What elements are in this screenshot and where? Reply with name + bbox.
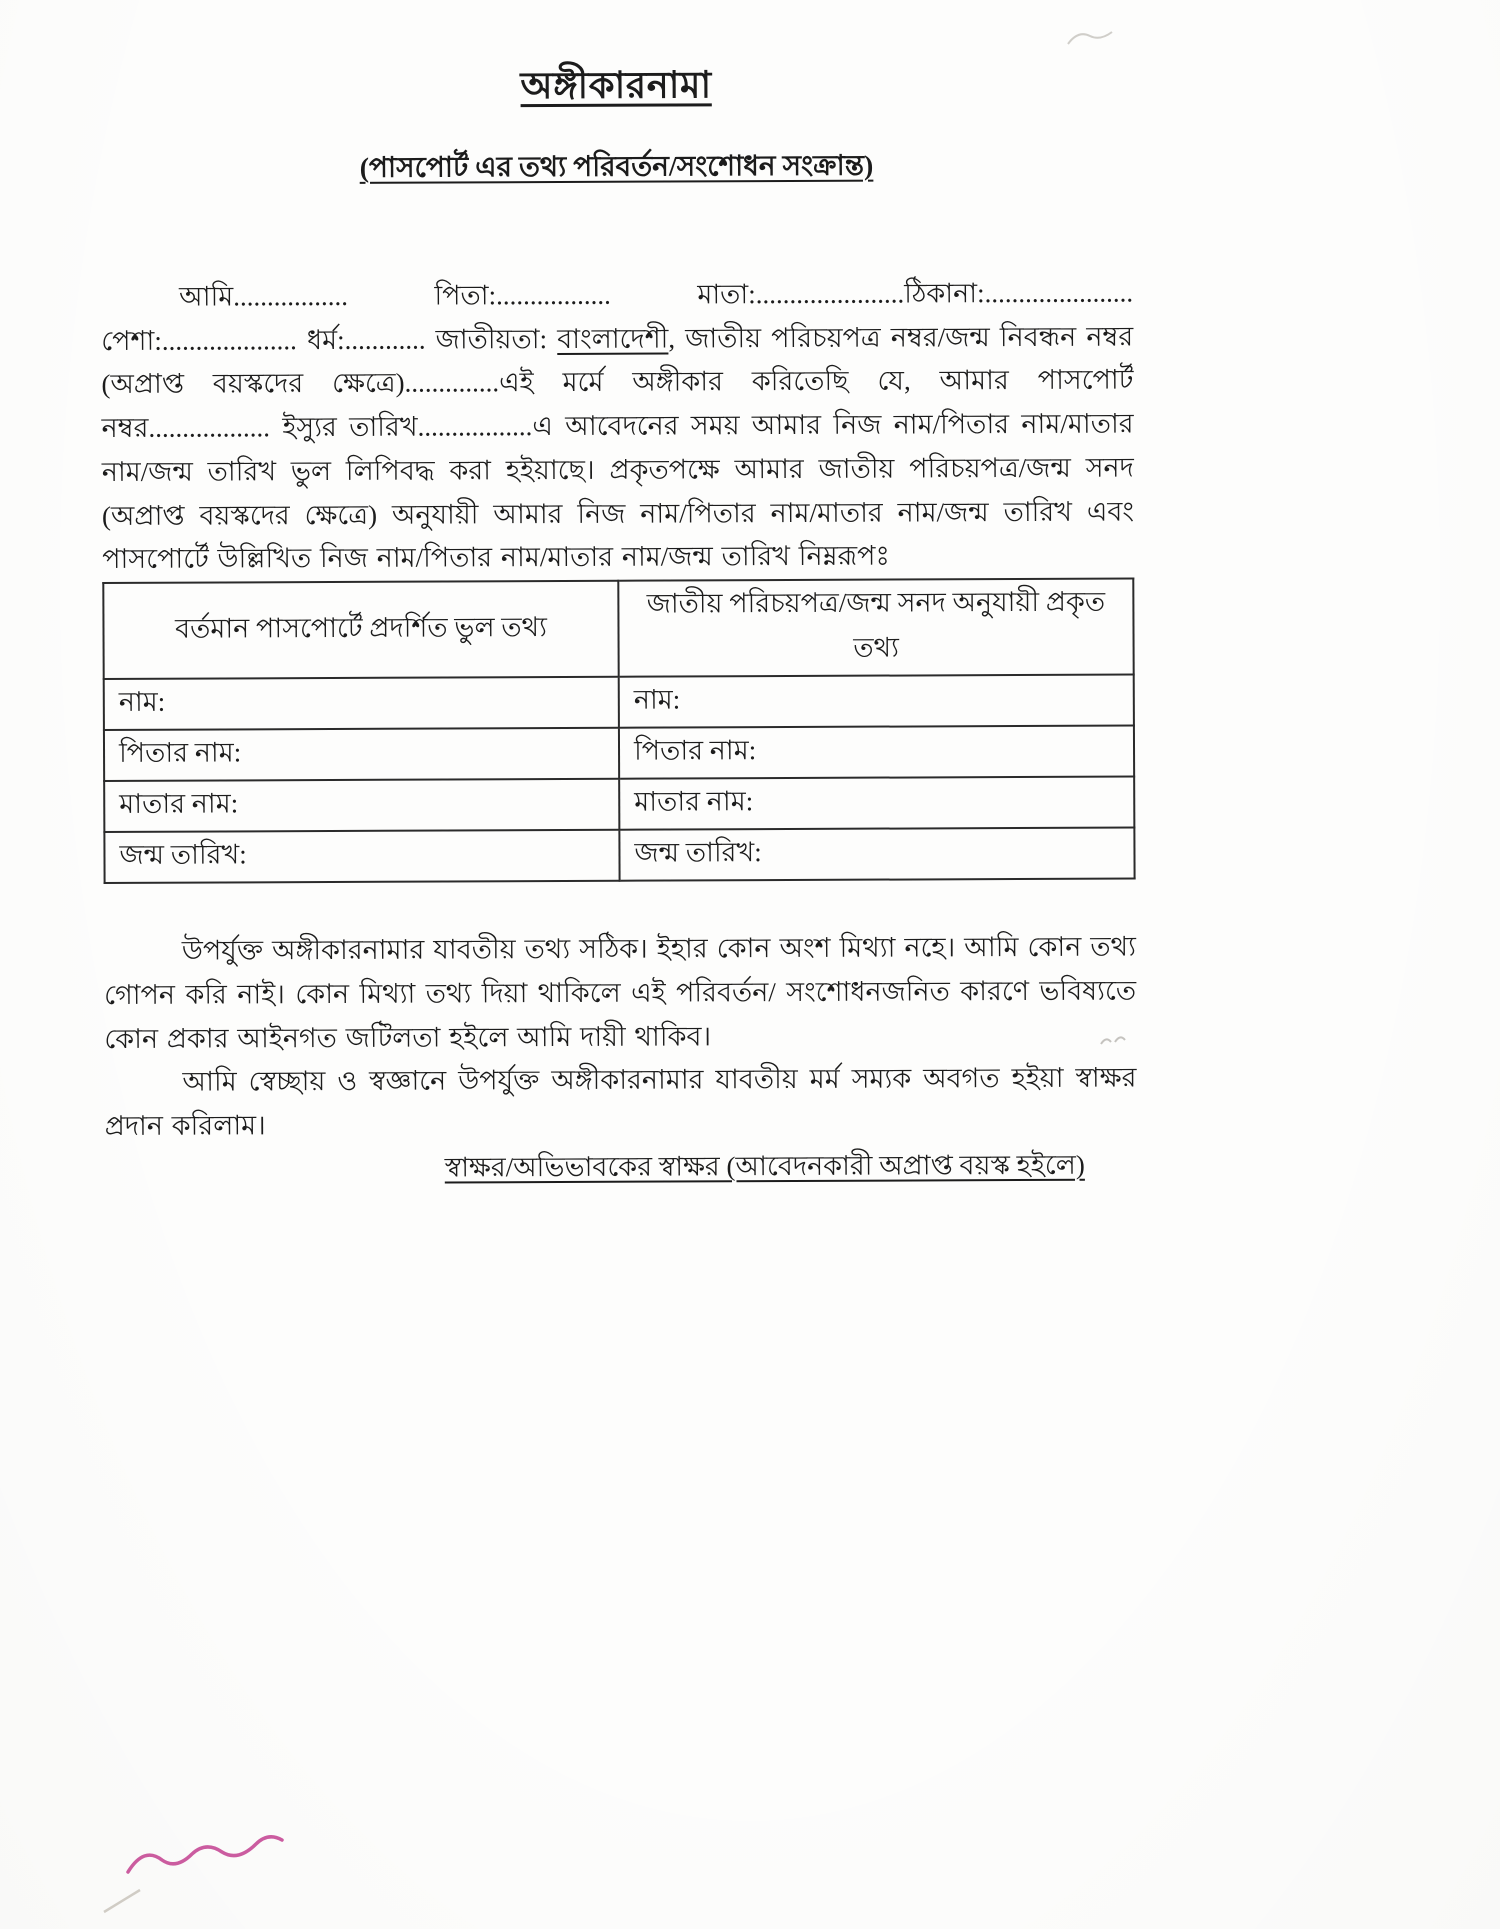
intro-paragraph: [101, 271, 1134, 582]
document-subtitle-text: (পাসপোর্ট এর তথ্য পরিবর্তন/সংশোধন সংক্রান্ত): [359, 150, 874, 184]
signature-line-text: স্বাক্ষর/অভিভাবকের স্বাক্ষর (আবেদনকারী অপ্রাপ্ত বয়স্ক হইলে): [444, 1149, 1085, 1183]
declaration-paragraph: উপর্যুক্ত অঙ্গীকারনামার যাবতীয় তথ্য সঠিক। ইহার কোন অংশ মিথ্যা নহে। আমি কোন তথ্য গোপন করি নাই। কোন মিথ্যা তথ্য দিয়া থাকিলে এই পরিবর্তন/ সংশোধনজনিত কারণে ভবিষ্যতে কোন প্রকার আইনগত জটিলতা হইলে আমি দায়ী থাকিব।: [104, 931, 1137, 1054]
cell-birthdate-wrong: জন্ম তারিখ:: [104, 830, 619, 883]
cell-name-wrong: নাম:: [104, 677, 619, 730]
cell-birthdate-correct: জন্ম তারিখ:: [619, 828, 1134, 881]
document-content: [100, 53, 1137, 1193]
table-row: [104, 777, 1134, 832]
cell-father-name-wrong: পিতার নাম:: [104, 728, 619, 781]
table-header-wrong-info: বর্তমান পাসপোর্টে প্রদর্শিত ভুল তথ্য: [103, 581, 618, 679]
intro-segment-2: , জাতীয় পরিচয়পত্র নম্বর/জন্ম নিবন্ধন নম্বর (অপ্রাপ্ত বয়স্কদের ক্ষেত্রে)..............এই মর্মে অঙ্গীকার করিতেছি যে, আমার পাসপোর্ট নম্বর.................. ইস্যুর তারিখ.................এ আবেদনের সময় আমার নিজ নাম/পিতার নাম/মাতার নাম/জন্ম তারিখ ভুল লিপিবদ্ধ করা হইয়াছে। প্রকৃতপক্ষে আমার জাতীয় পরিচয়পত্র/জন্ম সনদ (অপ্রাপ্ত বয়স্কদের ক্ষেত্রে) অনুযায়ী আমার নিজ নাম/পিতার নাম/মাতার নাম/জন্ম তারিখ এবং পাসপোর্টে উল্লিখিত নিজ নাম/পিতার নাম/মাতার নাম/জন্ম তারিখ নিম্নরূপঃ: [101, 321, 1135, 575]
document-subtitle: [100, 142, 1132, 194]
table-header-row: [103, 579, 1133, 679]
table-row: [104, 726, 1134, 781]
intro-segment-1: আমি................. পিতা:................. মাতা:......................ঠিকানা:...................... পেশা:.................... ধর্ম:............ জাতীয়তা:: [101, 277, 1134, 356]
pen-scribble: [120, 1828, 290, 1888]
consent-paragraph: আমি স্বেচ্ছায় ও স্বজ্ঞানে উপর্যুক্ত অঙ্গীকারনামার যাবতীয় মর্ম সম্যক অবগত হইয়া স্বাক্ষর প্রদান করিলাম।: [104, 1062, 1137, 1142]
correction-table: [102, 578, 1135, 885]
signature-line: [105, 1144, 1137, 1194]
scan-edge-mark: [100, 1878, 160, 1918]
cell-mother-name-correct: মাতার নাম:: [619, 777, 1134, 830]
cell-mother-name-wrong: মাতার নাম:: [104, 779, 619, 832]
page-title: [100, 53, 1132, 121]
scan-mark-top-right: [1060, 20, 1120, 56]
table-row: [104, 675, 1134, 730]
cell-father-name-correct: পিতার নাম:: [619, 726, 1134, 779]
table-header-correct-info: জাতীয় পরিচয়পত্র/জন্ম সনদ অনুযায়ী প্রকৃত তথ্য: [618, 579, 1133, 677]
page-title-text: অঙ্গীকারনামা: [520, 65, 712, 108]
table-row: [104, 828, 1134, 883]
cell-name-correct: নাম:: [619, 675, 1134, 728]
nationality-underlined: বাংলাদেশী: [557, 323, 669, 354]
